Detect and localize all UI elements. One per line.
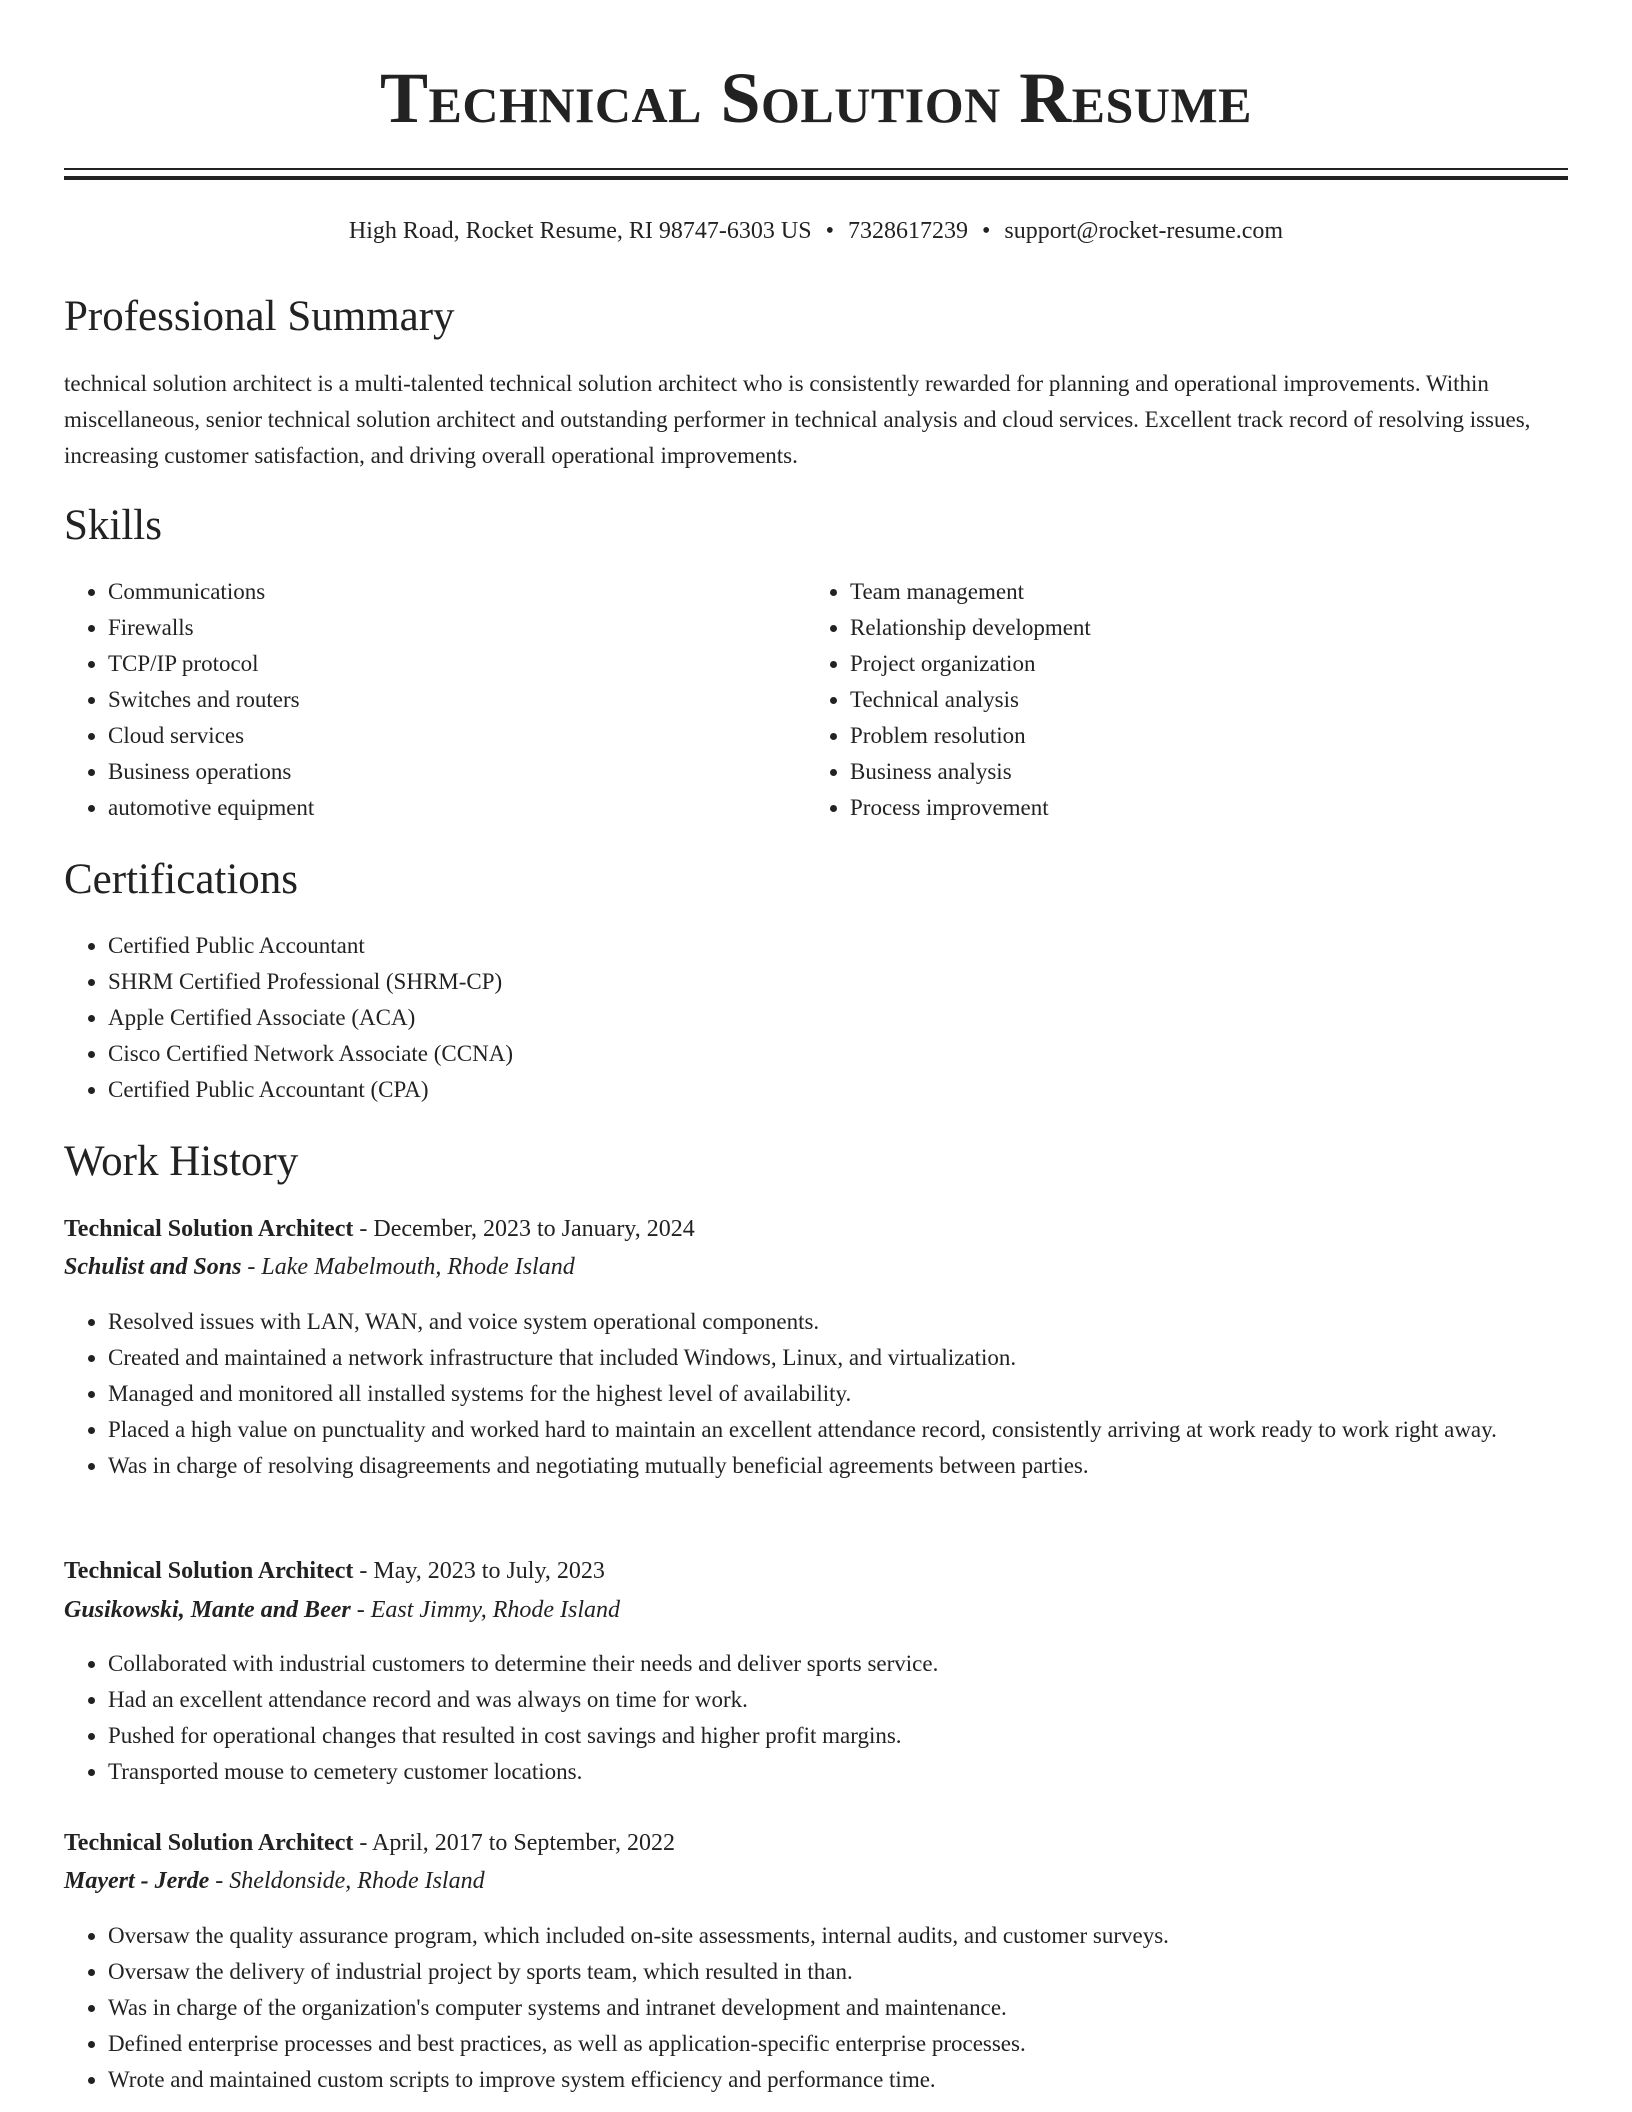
job-bullet: • Collaborated with industrial customers to determine their needs and deliver sports service. <box>108 1646 1568 1682</box>
job-bullet: • Wrote and maintained custom scripts to improve system efficiency and performance time. <box>108 2062 1568 2098</box>
job-bullets <box>64 1646 1568 1790</box>
job-location: East Jimmy, Rhode Island <box>370 1597 621 1623</box>
certification-item: • Cisco Certified Network Associate (CCNA) <box>108 1036 1568 1072</box>
work-history-heading: Work History <box>64 1138 299 1185</box>
title-divider <box>64 168 1568 180</box>
job-dates: May, 2023 to July, 2023 <box>373 1558 605 1584</box>
contact-email: support@rocket-resume.com <box>1004 218 1284 244</box>
skill-item: • Problem resolution <box>850 718 1550 754</box>
job-bullet: • Had an excellent attendance record and was always on time for work. <box>108 1682 1568 1718</box>
skill-item: • Firewalls <box>108 610 808 646</box>
job-bullet: • Was in charge of the organization's computer systems and intranet development and maintenance. <box>108 1990 1568 2026</box>
job-bullets <box>64 1918 1568 2098</box>
skills-heading: Skills <box>64 502 162 549</box>
job-title: Technical Solution Architect <box>64 1830 354 1856</box>
skill-item: • Cloud services <box>108 718 808 754</box>
job-bullet: • Placed a high value on punctuality and worked hard to maintain an excellent attendance record, consistently arriving at work ready to work right away. <box>108 1412 1568 1448</box>
skills-list-right <box>806 574 1550 826</box>
job-company: Mayert - Jerde <box>64 1868 210 1894</box>
job-dates: December, 2023 to January, 2024 <box>373 1216 695 1242</box>
job-bullet: • Oversaw the delivery of industrial project by sports team, which resulted in than. <box>108 1954 1568 1990</box>
job-title-line: Technical Solution Architect - May, 2023 to July, 2023 <box>64 1558 605 1584</box>
skill-item: • automotive equipment <box>108 790 808 826</box>
certification-item: • Certified Public Accountant <box>108 928 1568 964</box>
resume-title: Technical Solution Resume <box>379 58 1252 138</box>
contact-separator: • <box>981 218 991 244</box>
certification-item: • SHRM Certified Professional (SHRM-CP) <box>108 964 1568 1000</box>
summary-heading: Professional Summary <box>64 293 455 340</box>
job-bullet: • Defined enterprise processes and best practices, as well as application-specific enterprise processes. <box>108 2026 1568 2062</box>
job-company-line: Schulist and Sons - Lake Mabelmouth, Rhode Island <box>64 1254 575 1280</box>
job-bullets <box>64 1304 1568 1484</box>
job-title-line: Technical Solution Architect - April, 2017 to September, 2022 <box>64 1830 676 1856</box>
skill-item: • Team management <box>850 574 1550 610</box>
skills-list-left <box>64 574 808 826</box>
certification-item: • Apple Certified Associate (ACA) <box>108 1000 1568 1036</box>
job-dates: April, 2017 to September, 2022 <box>372 1830 676 1856</box>
skill-item: • Business analysis <box>850 754 1550 790</box>
contact-phone: 7328617239 <box>847 218 968 244</box>
job-location: Lake Mabelmouth, Rhode Island <box>261 1254 575 1280</box>
skill-item: • Process improvement <box>850 790 1550 826</box>
skill-item: • Technical analysis <box>850 682 1550 718</box>
skill-item: • Communications <box>108 574 808 610</box>
certifications-list <box>64 928 1568 1108</box>
job-bullet: • Resolved issues with LAN, WAN, and voice system operational components. <box>108 1304 1568 1340</box>
contact-address: High Road, Rocket Resume, RI 98747-6303 US <box>348 218 812 244</box>
job-company: Gusikowski, Mante and Beer <box>64 1597 351 1623</box>
contact-separator: • <box>825 218 834 244</box>
skill-item: • Project organization <box>850 646 1550 682</box>
certifications-heading: Certifications <box>64 856 299 903</box>
certification-item: • Certified Public Accountant (CPA) <box>108 1072 1568 1108</box>
skill-item: • Relationship development <box>850 610 1550 646</box>
job-title: Technical Solution Architect <box>64 1216 354 1242</box>
job-title-line: Technical Solution Architect - December, 2023 to January, 2024 <box>64 1216 695 1242</box>
job-bullet: • Managed and monitored all installed systems for the highest level of availability. <box>108 1376 1568 1412</box>
job-bullet: • Oversaw the quality assurance program, which included on-site assessments, internal audits, and customer surveys. <box>108 1918 1568 1954</box>
job-title: Technical Solution Architect <box>64 1558 354 1584</box>
job-company-line: Mayert - Jerde - Sheldonside, Rhode Island <box>64 1868 485 1894</box>
summary-text: technical solution architect is a multi-talented technical solution architect who is consistently rewarded for planning and operational improvements. Within miscellaneous, senior technical solution architect and outstanding performer in technical analysis and cloud services. Excellent track record of resolving issues, increasing customer satisfaction, and driving overall operational improvements. <box>64 371 1531 468</box>
skill-item: • Business operations <box>108 754 808 790</box>
job-bullet: • Pushed for operational changes that resulted in cost savings and higher profit margins. <box>108 1718 1568 1754</box>
job-bullet: • Transported mouse to cemetery customer locations. <box>108 1754 1568 1790</box>
job-location: Sheldonside, Rhode Island <box>229 1868 485 1894</box>
job-company-line: Gusikowski, Mante and Beer - East Jimmy, Rhode Island <box>64 1597 621 1623</box>
skill-item: • TCP/IP protocol <box>108 646 808 682</box>
skill-item: • Switches and routers <box>108 682 808 718</box>
job-company: Schulist and Sons <box>64 1254 242 1280</box>
contact-line <box>64 214 1568 248</box>
job-bullet: • Was in charge of resolving disagreements and negotiating mutually beneficial agreements between parties. <box>108 1448 1568 1484</box>
job-bullet: • Created and maintained a network infrastructure that included Windows, Linux, and virtualization. <box>108 1340 1568 1376</box>
